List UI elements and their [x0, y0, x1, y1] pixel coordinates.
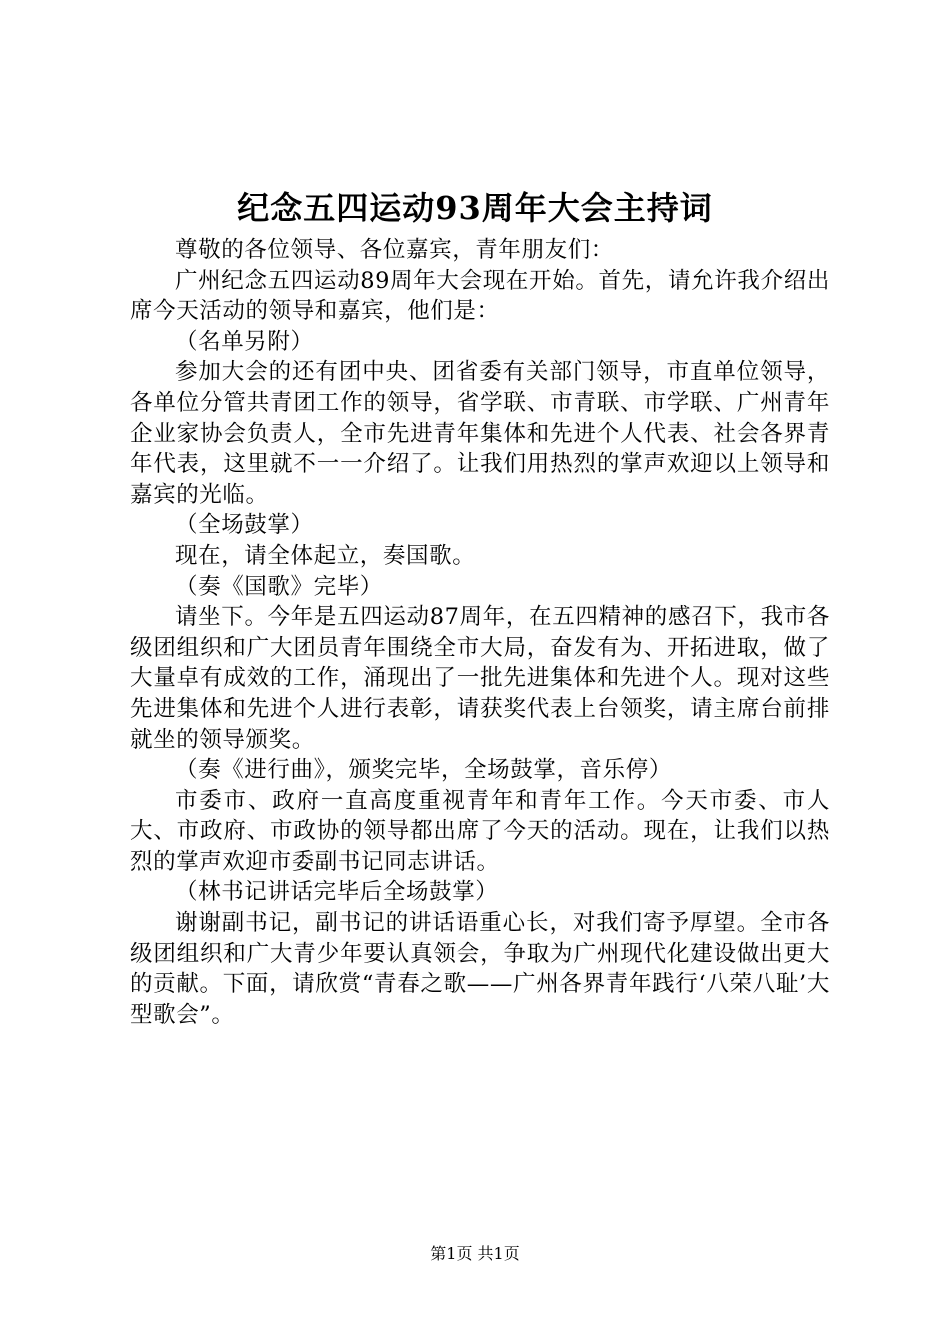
paragraph-note-march: （奏《进行曲》，颁奖完毕，全场鼓掌，音乐停） [175, 757, 672, 784]
paragraph-note-list: （名单另附） [175, 328, 314, 355]
document-title: 纪念五四运动93周年大会主持词 [237, 189, 713, 227]
paragraph-note-applause: （全场鼓掌） [175, 512, 314, 539]
paragraph-speech-intro: 市委市、政府一直高度重视青年和青年工作。今天市委、市人大、市政府、市政协的领导都出席了今天的活动。现在，让我们以热烈的掌声欢迎市委副书记同志讲话。 [130, 787, 830, 875]
paragraph-greeting: 尊敬的各位领导、各位嘉宾，青年朋友们： [175, 237, 614, 263]
paragraph-note-anthem-done: （奏《国歌》完毕） [175, 573, 383, 600]
paragraph-attendees: 参加大会的还有团中央、团省委有关部门领导，市直单位领导，各单位分管共青团工作的领导，省学联、市青联、市学联、广州青年企业家协会负责人，全市先进青年集体和先进个人代表、社会各界青年代表，这里就不一一介绍了。让我们用热烈的掌声欢迎以上领导和嘉宾的光临。 [130, 359, 830, 508]
page-number-footer: 第1页 共1页 [430, 1244, 520, 1263]
paragraph-awards: 请坐下。今年是五四运动87周年，在五四精神的感召下，我市各级团组织和广大团员青年围绕全市大局，奋发有为、开拓进取，做了大量卓有成效的工作，涌现出了一批先进集体和先进个人。现对这些先进集体和先进个人进行表彰，请获奖代表上台领奖，请主席台前排就坐的领导颁奖。 [130, 604, 830, 753]
paragraph-closing: 谢谢副书记，副书记的讲话语重心长，对我们寄予厚望。全市各级团组织和广大青少年要认真领会，争取为广州现代化建设做出更大的贡献。下面，请欣赏“青春之歌——广州各界青年践行‘八荣八耻’大型歌会”。 [130, 910, 830, 1028]
paragraph-note-speech-done: （林书记讲话完毕后全场鼓掌） [175, 879, 499, 906]
paragraph-anthem: 现在，请全体起立，奏国歌。 [175, 542, 476, 569]
paragraph-opening: 广州纪念五四运动89周年大会现在开始。首先，请允许我介绍出席今天活动的领导和嘉宾，他们是： [130, 267, 830, 325]
document-body [130, 235, 830, 1030]
